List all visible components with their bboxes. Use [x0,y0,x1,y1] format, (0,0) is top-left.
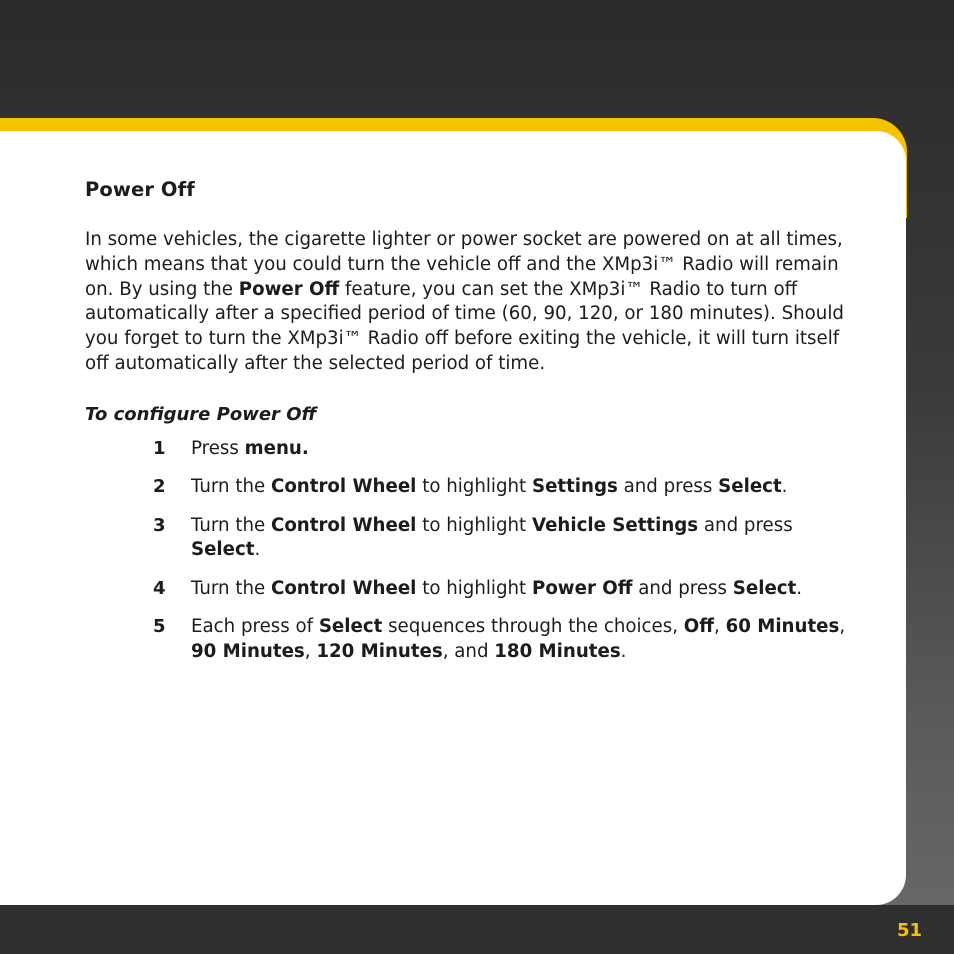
procedure-title: To configure Power Off [85,403,317,425]
step-number: 5 [153,616,166,638]
step-2: 2 Turn the Control Wheel to highlight Settings and press Select. [85,475,865,500]
page-number: 51 [897,920,923,941]
step-number: 4 [153,577,166,599]
intro-paragraph: In some vehicles, the cigarette lighter or power socket are powered on at all times, which means that you could turn the vehicle off and the XMp3i™ Radio will remain on. By using the Power Off feature, you can set the XMp3i™ Radio to turn off automatically after a specified period of time (60, 90, 120, or 180 minutes). Should you forget to turn the XMp3i™ Radio off before exiting the vehicle, it will turn itself off automatically after the selected period of time. [85,229,844,374]
page-content [85,178,865,678]
step-number: 1 [153,437,166,459]
section-title: Power Off [85,178,195,201]
steps-list [85,437,865,665]
step-4: 4 Turn the Control Wheel to highlight Power Off and press Select. [85,577,865,602]
step-3: 3 Turn the Control Wheel to highlight Vehicle Settings and press Select. [153,514,793,561]
step-number: 2 [153,476,166,498]
step-5: 5 Each press of Select sequences through the choices, Off, 60 Minutes, 90 Minutes, 120 Minutes, and 180 Minutes. [153,616,846,662]
step-1: 1 Press menu. [85,437,865,462]
step-number: 3 [153,514,166,536]
footer-bar [0,905,954,954]
